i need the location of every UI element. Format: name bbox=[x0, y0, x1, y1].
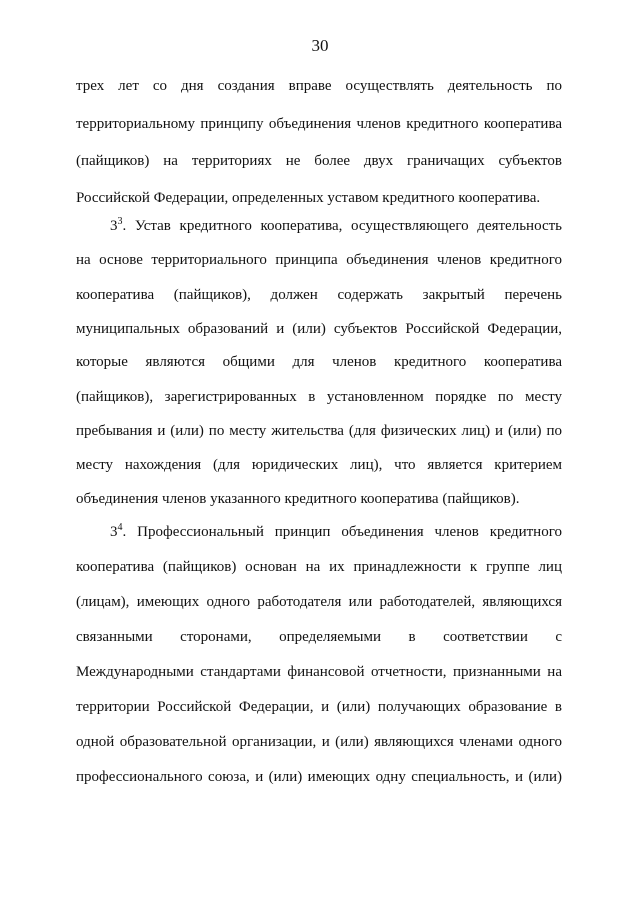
paragraph-2-line-4: муниципальных образований и (или) субъектов Российской Федерации, bbox=[76, 321, 562, 337]
paragraph-1-line-1: трех лет со дня создания вправе осуществлять деятельность по bbox=[76, 78, 562, 94]
paragraph-3-line-3: (лицам), имеющих одного работодателя или работодателей, являющихся bbox=[76, 594, 562, 610]
paragraph-2-marker-superscript: 3 bbox=[117, 216, 123, 227]
paragraph-1-line-3: (пайщиков) на территориях не более двух граничащих субъектов bbox=[76, 153, 562, 169]
paragraph-3-marker-superscript: 4 bbox=[117, 522, 123, 533]
paragraph-2-line-2: на основе территориального принципа объединения членов кредитного bbox=[76, 252, 562, 268]
paragraph-2-line-9: объединения членов указанного кредитного кооператива (пайщиков). bbox=[76, 491, 520, 507]
paragraph-3-line-1 bbox=[110, 522, 562, 542]
paragraph-3-line-2: кооператива (пайщиков) основан на их принадлежности к группе лиц bbox=[76, 559, 562, 575]
paragraph-1-line-4: Российской Федерации, определенных уставом кредитного кооператива. bbox=[76, 190, 541, 206]
paragraph-2-line-8: месту нахождения (для юридических лиц), что является критерием bbox=[76, 457, 562, 473]
paragraph-2-line-1 bbox=[110, 216, 562, 236]
paragraph-2-line-5: которые являются общими для членов кредитного кооператива bbox=[76, 354, 562, 370]
paragraph-3-line-6: территории Российской Федерации, и (или) получающих образование в bbox=[76, 699, 562, 715]
paragraph-3-line-4: связанными сторонами, определяемыми в соответствии с bbox=[76, 629, 562, 645]
paragraph-2-line-7: пребывания и (или) по месту жительства (для физических лиц) и (или) по bbox=[76, 423, 562, 439]
paragraph-3-line-1-text: . Профессиональный принцип объединения членов кредитного bbox=[122, 524, 562, 540]
paragraph-1-line-2: территориальному принципу объединения членов кредитного кооператива bbox=[76, 116, 562, 132]
paragraph-2-line-3: кооператива (пайщиков), должен содержать закрытый перечень bbox=[76, 287, 562, 303]
paragraph-3-line-7: одной образовательной организации, и (или) являющихся членами одного bbox=[76, 734, 562, 750]
page-number: 30 bbox=[311, 36, 329, 55]
paragraph-3-line-5: Международными стандартами финансовой отчетности, признанными на bbox=[76, 664, 562, 680]
paragraph-3-line-8: профессионального союза, и (или) имеющих одну специальность, и (или) bbox=[76, 769, 562, 785]
paragraph-2-marker: 3 bbox=[110, 218, 118, 234]
paragraph-2-line-1-text: . Устав кредитного кооператива, осуществляющего деятельность bbox=[122, 218, 562, 234]
paragraph-3-marker: 3 bbox=[110, 524, 118, 540]
paragraph-2-line-6: (пайщиков), зарегистрированных в установленном порядке по месту bbox=[76, 389, 562, 405]
